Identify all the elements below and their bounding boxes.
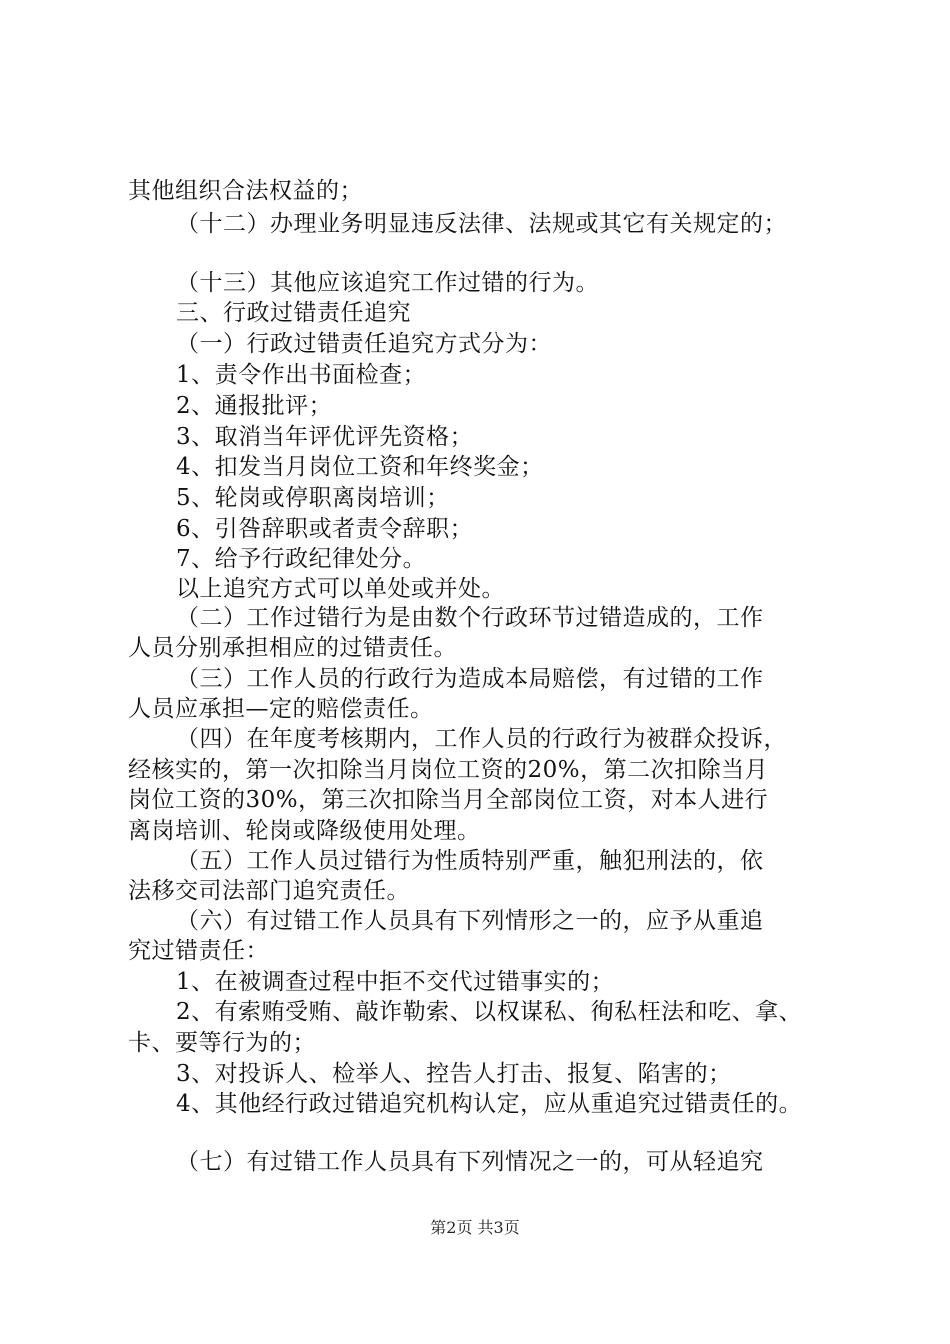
text-line: 2、通报批评； (176, 393, 333, 419)
text-line: 究过错责任： (128, 938, 269, 964)
text-line: （二）工作过错行为是由数个行政环节过错造成的，工作 (176, 605, 764, 631)
text-line: 其他组织合法权益的； (128, 178, 363, 204)
text-line: 2、有索贿受贿、敲诈勒索、以权谋私、徇私枉法和吃、拿、 (176, 999, 803, 1025)
text-line: 岗位工资的30%，第三次扣除当月全部岗位工资，对本人进行 (128, 787, 769, 813)
text-line: 4、其他经行政过错追究机构认定，应从重追究过错责任的。 (176, 1091, 803, 1117)
text-line: 4、扣发当月岗位工资和年终奖金； (176, 454, 544, 480)
text-line: 5、轮岗或停职离岗培训； (176, 485, 450, 511)
text-line: 经核实的，第一次扣除当月岗位工资的20%，第二次扣除当月 (128, 757, 769, 783)
text-line: 6、引咎辞职或者责令辞职； (176, 516, 474, 542)
text-line: 法移交司法部门追究责任。 (128, 878, 410, 904)
text-line: 卡、要等行为的； (128, 1030, 316, 1056)
text-line: 3、取消当年评优评先资格； (176, 424, 474, 450)
text-line: 以上追究方式可以单处或并处。 (176, 576, 505, 602)
text-line: 人员应承担—定的赔偿责任。 (128, 696, 434, 722)
text-line: 离岗培训、轮岗或降级使用处理。 (128, 818, 481, 844)
text-line: （四）在年度考核期内，工作人员的行政行为被群众投诉， (176, 726, 787, 752)
page-number-footer: 第2页 共3页 (430, 1218, 520, 1237)
text-line: 3、对投诉人、检举人、控告人打击、报复、陷害的； (176, 1061, 732, 1087)
text-line: （十三）其他应该追究工作过错的行为。 (176, 270, 599, 296)
text-line: 1、责令作出书面检查； (176, 362, 427, 388)
text-line: （七）有过错工作人员具有下列情况之一的，可从轻追究 (176, 1149, 764, 1175)
text-line: 人员分别承担相应的过错责任。 (128, 635, 457, 661)
text-line: 7、给予行政纪律处分。 (176, 546, 427, 572)
text-line: （五）工作人员过错行为性质特别严重，触犯刑法的，依 (176, 848, 764, 874)
text-line: （三）工作人员的行政行为造成本局赔偿，有过错的工作 (176, 666, 764, 692)
text-line: （六）有过错工作人员具有下列情形之一的，应予从重追 (176, 908, 764, 934)
text-line: 1、在被调查过程中拒不交代过错事实的； (176, 969, 615, 995)
text-line: （十二）办理业务明显违反法律、法规或其它有关规定的； (176, 211, 787, 237)
text-line: （一）行政过错责任追究方式分为： (176, 331, 552, 357)
text-line: 三、行政过错责任追究 (176, 300, 411, 326)
